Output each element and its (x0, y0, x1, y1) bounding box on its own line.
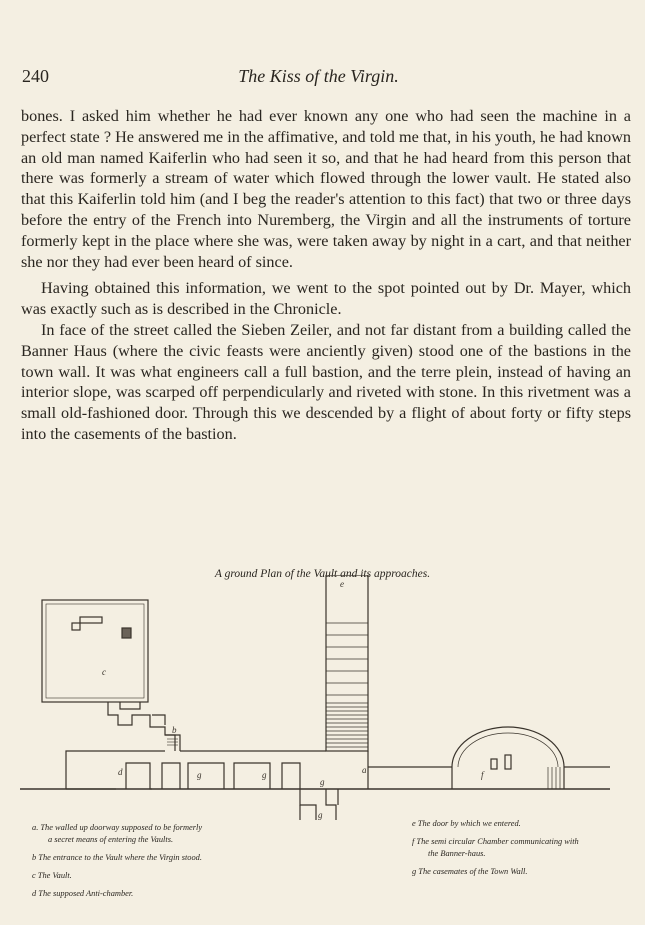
legend-d: d The supposed Anti-chamber. (32, 889, 134, 898)
label-b: b (172, 725, 177, 735)
legend-e: e The door by which we entered. (412, 819, 521, 828)
label-g2: g (262, 770, 267, 780)
vault-object-bench (80, 617, 102, 623)
body-text (21, 106, 631, 445)
label-g3: g (320, 777, 325, 787)
ground-plan-figure (0, 575, 645, 820)
legend-f: f The semi circular Chamber communicating with (412, 837, 579, 846)
vault-object-square (122, 628, 131, 638)
legend-a-cont: a secret means of entering the Vaults. (48, 835, 174, 844)
vault-object-small (72, 623, 80, 630)
label-a: a (362, 765, 367, 775)
figure-caption: A ground Plan of the Vault and its approaches. (214, 568, 431, 580)
label-d: d (118, 767, 123, 777)
label-g4: g (318, 810, 323, 820)
chamber-window-2 (505, 755, 511, 769)
label-c: c (102, 667, 106, 677)
legend-g: g The casemates of the Town Wall. (412, 867, 528, 876)
casemate-row (66, 751, 326, 789)
label-f: f (481, 770, 484, 780)
legend-right (412, 818, 579, 878)
running-title: The Kiss of the Virgin. (238, 66, 399, 86)
legend-b: b The entrance to the Vault where the Virgin stood. (32, 853, 202, 862)
legend-a: a. The walled up doorway supposed to be formerly (32, 823, 203, 832)
chamber-window-1 (491, 759, 497, 769)
staircase-e (326, 575, 368, 751)
paragraph-3: In face of the street called the Sieben Zeiler, and not far distant from a building called the Banner Haus (where the civic feasts were anciently given) stood one of the bastions in the town wall. It was what engineers call a full bastion, and the terre plein, instead of having an interior slope, was scarped off perpendicularly and riveted with stone. In this rivetment was a small old-fashioned door. Through this we descended by a flight of about forty or fifty steps into the casements of the bastion. (21, 320, 631, 443)
vault-c-outline (42, 600, 148, 702)
vault-passage (108, 702, 175, 751)
label-g1: g (197, 770, 202, 780)
legend-f-cont: the Banner-haus. (428, 849, 486, 858)
paragraph-2: Having obtained this information, we went to the spot pointed out by Dr. Mayer, which was exactly such as is described in the Chronicle. (21, 279, 631, 319)
legend-left (32, 822, 202, 900)
page-number: 240 (22, 66, 49, 86)
paragraph-1: bones. I asked him whether he had ever known any one who had seen the machine in a perfect state ? He answered me in the affimative, and told me that, in his youth, he had known an old man named Kaiferlin who had seen it so, and that he had heard from this person that there was formerly a stream of water which flowed through the lower vault. He stated also that this Kaiferlin told him (and I beg the reader's attention to this fact) that two or three days before the entry of the French into Nuremberg, the Virgin and all the instruments of torture formerly kept in the place where she was, were taken away by night in a cart, and that neither she nor they had ever been heard of since. (21, 107, 631, 271)
page-header (22, 66, 615, 92)
vault-inner-wall (46, 604, 144, 698)
label-e: e (340, 579, 344, 589)
legend-c: c The Vault. (32, 871, 72, 880)
corridor-b (165, 735, 180, 751)
